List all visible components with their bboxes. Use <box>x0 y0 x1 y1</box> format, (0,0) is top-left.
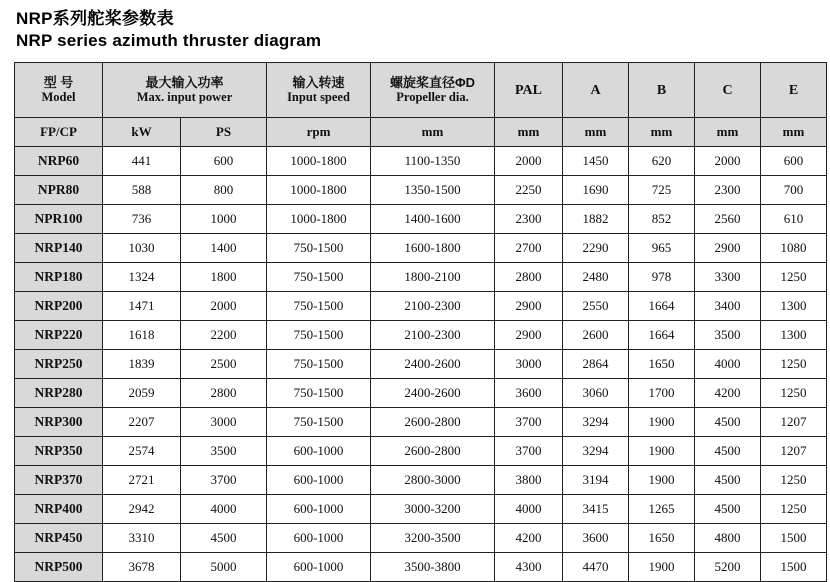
header-cn: 输入转速 <box>292 75 345 90</box>
cell-dia: 1600-1800 <box>371 234 495 263</box>
cell-rpm: 750-1500 <box>267 292 371 321</box>
header-en: Model <box>41 90 76 104</box>
table-row <box>15 147 827 176</box>
cell-a: 3060 <box>563 379 629 408</box>
cell-c: 2560 <box>695 205 761 234</box>
cell-model: NRP400 <box>15 495 103 524</box>
cell-e: 1250 <box>761 379 827 408</box>
cell-rpm: 1000-1800 <box>267 205 371 234</box>
table-row <box>15 466 827 495</box>
cell-b: 1900 <box>629 553 695 582</box>
cell-pal: 2900 <box>495 321 563 350</box>
cell-c: 4500 <box>695 437 761 466</box>
cell-model: NRP350 <box>15 437 103 466</box>
cell-b: 1650 <box>629 524 695 553</box>
cell-pal: 2250 <box>495 176 563 205</box>
cell-e: 1080 <box>761 234 827 263</box>
table-units-row <box>15 118 827 147</box>
cell-pal: 2300 <box>495 205 563 234</box>
cell-e: 1207 <box>761 437 827 466</box>
cell-ps: 5000 <box>181 553 267 582</box>
cell-pal: 2000 <box>495 147 563 176</box>
cell-ps: 1800 <box>181 263 267 292</box>
table-row <box>15 350 827 379</box>
cell-model: NPR100 <box>15 205 103 234</box>
cell-model: NRP140 <box>15 234 103 263</box>
cell-dia: 3200-3500 <box>371 524 495 553</box>
cell-model: NRP500 <box>15 553 103 582</box>
table-header-row <box>15 63 827 118</box>
unit-cell-b-mm: mm <box>629 118 695 147</box>
cell-a: 4470 <box>563 553 629 582</box>
cell-rpm: 750-1500 <box>267 234 371 263</box>
cell-c: 4200 <box>695 379 761 408</box>
cell-rpm: 600-1000 <box>267 524 371 553</box>
cell-pal: 4300 <box>495 553 563 582</box>
cell-b: 1650 <box>629 350 695 379</box>
header-cell-model <box>15 63 103 118</box>
cell-rpm: 600-1000 <box>267 553 371 582</box>
cell-a: 3294 <box>563 408 629 437</box>
cell-c: 2000 <box>695 147 761 176</box>
table-row <box>15 379 827 408</box>
table-row <box>15 263 827 292</box>
cell-kw: 588 <box>103 176 181 205</box>
unit-cell-dia-mm: mm <box>371 118 495 147</box>
cell-a: 3294 <box>563 437 629 466</box>
unit-cell-e-mm: mm <box>761 118 827 147</box>
cell-dia: 2600-2800 <box>371 408 495 437</box>
cell-dia: 1100-1350 <box>371 147 495 176</box>
cell-dia: 2800-3000 <box>371 466 495 495</box>
header-cell-b: B <box>629 63 695 118</box>
cell-kw: 2721 <box>103 466 181 495</box>
cell-kw: 2059 <box>103 379 181 408</box>
cell-pal: 2700 <box>495 234 563 263</box>
cell-model: NRP60 <box>15 147 103 176</box>
cell-dia: 2400-2600 <box>371 350 495 379</box>
cell-e: 1500 <box>761 553 827 582</box>
cell-dia: 1350-1500 <box>371 176 495 205</box>
cell-rpm: 1000-1800 <box>267 176 371 205</box>
cell-a: 2550 <box>563 292 629 321</box>
cell-a: 2600 <box>563 321 629 350</box>
table-row <box>15 176 827 205</box>
cell-rpm: 750-1500 <box>267 321 371 350</box>
cell-pal: 4200 <box>495 524 563 553</box>
cell-b: 1900 <box>629 437 695 466</box>
cell-c: 2300 <box>695 176 761 205</box>
cell-c: 3400 <box>695 292 761 321</box>
cell-a: 2480 <box>563 263 629 292</box>
cell-ps: 3000 <box>181 408 267 437</box>
cell-a: 3600 <box>563 524 629 553</box>
cell-kw: 1839 <box>103 350 181 379</box>
cell-b: 1664 <box>629 292 695 321</box>
cell-rpm: 1000-1800 <box>267 147 371 176</box>
cell-c: 4800 <box>695 524 761 553</box>
cell-kw: 2574 <box>103 437 181 466</box>
table-row <box>15 553 827 582</box>
header-en: Input speed <box>287 90 350 104</box>
cell-c: 3500 <box>695 321 761 350</box>
cell-model: NRP450 <box>15 524 103 553</box>
cell-ps: 1000 <box>181 205 267 234</box>
title-chinese: NRP系列舵桨参数表 <box>16 9 174 28</box>
cell-a: 2864 <box>563 350 629 379</box>
unit-cell-rpm: rpm <box>267 118 371 147</box>
cell-e: 600 <box>761 147 827 176</box>
cell-kw: 1324 <box>103 263 181 292</box>
cell-model: NPR80 <box>15 176 103 205</box>
cell-e: 1500 <box>761 524 827 553</box>
cell-b: 725 <box>629 176 695 205</box>
cell-b: 1900 <box>629 466 695 495</box>
cell-ps: 600 <box>181 147 267 176</box>
cell-a: 3415 <box>563 495 629 524</box>
cell-kw: 441 <box>103 147 181 176</box>
cell-rpm: 750-1500 <box>267 350 371 379</box>
cell-model: NRP200 <box>15 292 103 321</box>
cell-a: 3194 <box>563 466 629 495</box>
cell-c: 4000 <box>695 350 761 379</box>
header-cell-e: E <box>761 63 827 118</box>
cell-rpm: 750-1500 <box>267 408 371 437</box>
cell-c: 4500 <box>695 495 761 524</box>
cell-dia: 2400-2600 <box>371 379 495 408</box>
cell-ps: 2500 <box>181 350 267 379</box>
cell-c: 4500 <box>695 408 761 437</box>
cell-a: 1450 <box>563 147 629 176</box>
cell-kw: 736 <box>103 205 181 234</box>
cell-b: 1700 <box>629 379 695 408</box>
header-cell-power <box>103 63 267 118</box>
cell-ps: 3700 <box>181 466 267 495</box>
cell-rpm: 750-1500 <box>267 263 371 292</box>
cell-model: NRP280 <box>15 379 103 408</box>
cell-e: 1250 <box>761 495 827 524</box>
cell-ps: 2200 <box>181 321 267 350</box>
table-row <box>15 321 827 350</box>
cell-b: 1900 <box>629 408 695 437</box>
cell-e: 700 <box>761 176 827 205</box>
cell-model: NRP220 <box>15 321 103 350</box>
cell-pal: 3600 <box>495 379 563 408</box>
table-row <box>15 495 827 524</box>
cell-b: 852 <box>629 205 695 234</box>
cell-e: 1207 <box>761 408 827 437</box>
cell-rpm: 600-1000 <box>267 437 371 466</box>
cell-dia: 3500-3800 <box>371 553 495 582</box>
cell-ps: 4500 <box>181 524 267 553</box>
table-row <box>15 437 827 466</box>
unit-cell-kw: kW <box>103 118 181 147</box>
header-en: Max. input power <box>136 90 233 104</box>
header-cell-pal: PAL <box>495 63 563 118</box>
cell-c: 4500 <box>695 466 761 495</box>
cell-a: 1882 <box>563 205 629 234</box>
cell-ps: 2000 <box>181 292 267 321</box>
cell-model: NRP180 <box>15 263 103 292</box>
unit-cell-fpcp: FP/CP <box>15 118 103 147</box>
cell-pal: 3800 <box>495 466 563 495</box>
cell-b: 978 <box>629 263 695 292</box>
table-row <box>15 292 827 321</box>
cell-dia: 3000-3200 <box>371 495 495 524</box>
header-cell-c: C <box>695 63 761 118</box>
cell-c: 5200 <box>695 553 761 582</box>
cell-b: 1265 <box>629 495 695 524</box>
cell-e: 1250 <box>761 263 827 292</box>
header-en: Propeller dia. <box>396 90 469 104</box>
cell-ps: 4000 <box>181 495 267 524</box>
header-cell-propeller-dia <box>371 63 495 118</box>
cell-ps: 3500 <box>181 437 267 466</box>
table-row <box>15 408 827 437</box>
cell-e: 1300 <box>761 292 827 321</box>
cell-model: NRP300 <box>15 408 103 437</box>
cell-ps: 800 <box>181 176 267 205</box>
cell-rpm: 600-1000 <box>267 466 371 495</box>
cell-b: 1664 <box>629 321 695 350</box>
cell-a: 2290 <box>563 234 629 263</box>
table-row <box>15 205 827 234</box>
cell-dia: 2100-2300 <box>371 321 495 350</box>
cell-kw: 2207 <box>103 408 181 437</box>
title-english: NRP series azimuth thruster diagram <box>16 31 322 50</box>
cell-rpm: 750-1500 <box>267 379 371 408</box>
cell-dia: 1800-2100 <box>371 263 495 292</box>
cell-kw: 1618 <box>103 321 181 350</box>
header-cell-a: A <box>563 63 629 118</box>
cell-c: 3300 <box>695 263 761 292</box>
cell-kw: 1030 <box>103 234 181 263</box>
cell-dia: 2600-2800 <box>371 437 495 466</box>
cell-dia: 2100-2300 <box>371 292 495 321</box>
cell-dia: 1400-1600 <box>371 205 495 234</box>
cell-model: NRP370 <box>15 466 103 495</box>
cell-ps: 1400 <box>181 234 267 263</box>
cell-kw: 2942 <box>103 495 181 524</box>
header-cell-speed <box>267 63 371 118</box>
cell-model: NRP250 <box>15 350 103 379</box>
cell-rpm: 600-1000 <box>267 495 371 524</box>
cell-e: 1300 <box>761 321 827 350</box>
cell-pal: 4000 <box>495 495 563 524</box>
cell-pal: 3700 <box>495 408 563 437</box>
cell-a: 1690 <box>563 176 629 205</box>
cell-kw: 3678 <box>103 553 181 582</box>
cell-b: 620 <box>629 147 695 176</box>
cell-pal: 3700 <box>495 437 563 466</box>
cell-kw: 3310 <box>103 524 181 553</box>
table-row <box>15 234 827 263</box>
cell-pal: 2900 <box>495 292 563 321</box>
header-cn: 型 号 <box>43 75 74 90</box>
spec-table <box>14 62 827 582</box>
header-cn: 螺旋桨直径ΦD <box>389 75 476 90</box>
unit-cell-ps: PS <box>181 118 267 147</box>
cell-b: 965 <box>629 234 695 263</box>
spec-table-body <box>15 63 827 582</box>
cell-kw: 1471 <box>103 292 181 321</box>
cell-e: 610 <box>761 205 827 234</box>
cell-e: 1250 <box>761 350 827 379</box>
unit-cell-pal-mm: mm <box>495 118 563 147</box>
cell-c: 2900 <box>695 234 761 263</box>
unit-cell-a-mm: mm <box>563 118 629 147</box>
page-title <box>16 8 816 52</box>
table-row <box>15 524 827 553</box>
header-cn: 最大输入功率 <box>145 75 224 90</box>
cell-e: 1250 <box>761 466 827 495</box>
unit-cell-c-mm: mm <box>695 118 761 147</box>
cell-pal: 2800 <box>495 263 563 292</box>
cell-pal: 3000 <box>495 350 563 379</box>
cell-ps: 2800 <box>181 379 267 408</box>
